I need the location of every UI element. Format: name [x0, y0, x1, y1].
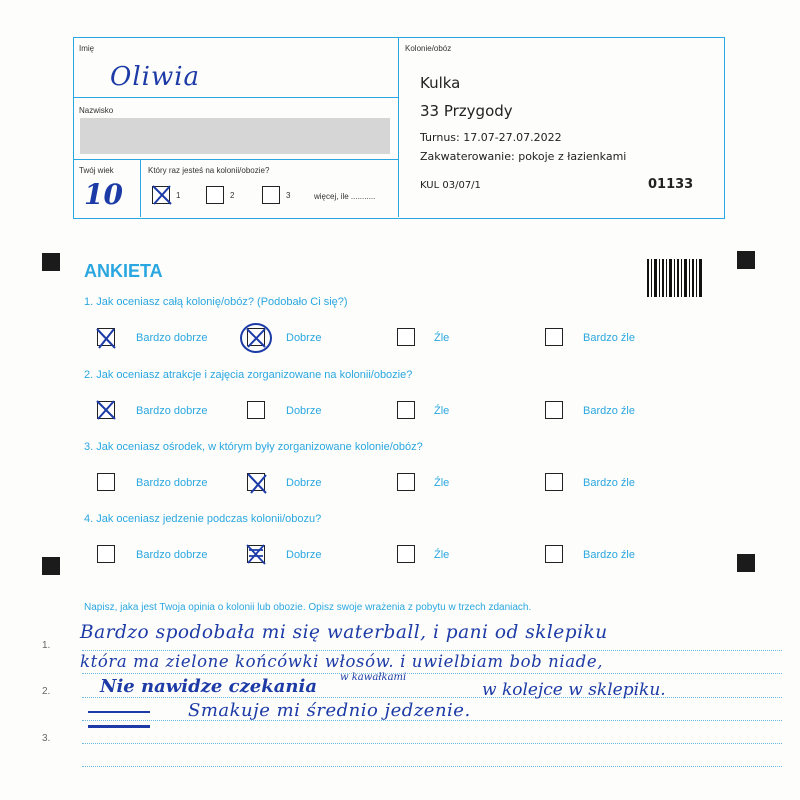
q1-option-3-checkbox[interactable] — [397, 328, 415, 346]
question-4: 4. Jak oceniasz jedzenie podczas kolonii/obozu? — [84, 513, 322, 525]
times-checkbox-2[interactable] — [206, 186, 224, 204]
q2-option-1-mark — [94, 398, 118, 422]
line-number-1: 1. — [42, 640, 51, 651]
name-value: Oliwia — [110, 62, 201, 92]
q4-option-2-label: Dobrze — [286, 549, 322, 561]
q4-option-1-checkbox[interactable] — [97, 545, 115, 563]
q4-option-3-checkbox[interactable] — [397, 545, 415, 563]
turnus: Turnus: 17.07-27.07.2022 — [420, 131, 562, 144]
registration-marker-bottom-right — [737, 554, 755, 572]
barcode-icon — [647, 259, 703, 297]
survey-title: ANKIETA — [84, 261, 163, 281]
handwriting-line-2b: w kolejce w sklepiku. — [482, 680, 666, 700]
q1-option-2-mark — [239, 321, 273, 355]
surname-label: Nazwisko — [79, 106, 114, 115]
line-number-2: 2. — [42, 686, 51, 697]
q1-option-1-mark — [93, 325, 119, 351]
q2-option-3-label: Źle — [434, 405, 450, 417]
question-2: 2. Jak oceniasz atrakcje i zajęcia zorganizowane na kolonii/obozie? — [84, 369, 413, 381]
camp-code: KUL 03/07/1 — [420, 180, 481, 191]
camp-name: Kulka — [420, 74, 461, 92]
q1-option-2-label: Dobrze — [286, 332, 322, 344]
q2-option-4-label: Bardzo źle — [583, 405, 635, 417]
times-option-1: 1 — [176, 191, 181, 200]
answer-line-1b — [82, 673, 782, 674]
header-divider-age — [140, 159, 141, 217]
camp-number: 01133 — [648, 177, 694, 192]
q3-option-3-label: Źle — [434, 477, 450, 489]
q3-option-2-label: Dobrze — [286, 477, 322, 489]
accommodation: Zakwaterowanie: pokoje z łazienkami — [420, 150, 627, 163]
answer-line-1 — [82, 650, 782, 651]
q1-option-4-checkbox[interactable] — [545, 328, 563, 346]
question-1: 1. Jak oceniasz całą kolonię/obóz? (Podobało Ci się?) — [84, 296, 348, 308]
line-number-3: 3. — [42, 733, 51, 744]
answer-line-3b — [82, 766, 782, 767]
answer-line-3 — [82, 743, 782, 744]
times-more-label: więcej, ile ........... — [314, 192, 376, 201]
q2-option-2-label: Dobrze — [286, 405, 322, 417]
handwriting-line-2: Nie nawidze czekania — [100, 676, 317, 697]
header-divider-name — [73, 97, 398, 98]
times-option-3: 3 — [286, 191, 291, 200]
q1-option-4-label: Bardzo źle — [583, 332, 635, 344]
times-option-2: 2 — [230, 191, 235, 200]
surname-redaction — [80, 118, 390, 154]
answer-line-2 — [82, 697, 782, 698]
name-label: Imię — [79, 44, 95, 53]
q1-option-3-label: Źle — [434, 332, 450, 344]
q2-option-3-checkbox[interactable] — [397, 401, 415, 419]
registration-marker-top-left — [42, 253, 60, 271]
header-divider-vertical — [398, 37, 399, 217]
camp-label: Kolonie/obóz — [405, 44, 452, 53]
q3-option-4-checkbox[interactable] — [545, 473, 563, 491]
q4-option-2-mark — [243, 541, 269, 567]
q2-option-2-checkbox[interactable] — [247, 401, 265, 419]
q4-option-3-label: Źle — [434, 549, 450, 561]
camp-program: 33 Przygody — [420, 102, 513, 120]
times-checkbox-3[interactable] — [262, 186, 280, 204]
handwriting-line-1: Bardzo spodobała mi się waterball, i pani od sklepiku — [80, 622, 608, 643]
handwriting-line-2-insert: w kawałkami — [340, 672, 407, 683]
age-label: Twój wiek — [79, 166, 114, 175]
q4-option-4-label: Bardzo źle — [583, 549, 635, 561]
registration-marker-top-right — [737, 251, 755, 269]
header-divider-surname — [73, 159, 398, 160]
q3-option-3-checkbox[interactable] — [397, 473, 415, 491]
handwriting-strikeout — [88, 711, 150, 728]
q3-option-1-label: Bardzo dobrze — [136, 477, 208, 489]
q1-option-1-label: Bardzo dobrze — [136, 332, 208, 344]
question-3: 3. Jak oceniasz ośrodek, w którym były zorganizowane kolonie/obóz? — [84, 441, 423, 453]
q3-option-4-label: Bardzo źle — [583, 477, 635, 489]
q3-option-1-checkbox[interactable] — [97, 473, 115, 491]
age-value: 10 — [84, 178, 123, 211]
q2-option-1-label: Bardzo dobrze — [136, 405, 208, 417]
handwriting-line-3: Smakuje mi średnio jedzenie. — [188, 700, 471, 721]
handwriting-line-1b: która ma zielone końcówki włosów. i uwielbiam bob niade, — [80, 652, 604, 671]
q4-option-1-label: Bardzo dobrze — [136, 549, 208, 561]
times-label: Który raz jesteś na kolonii/obozie? — [148, 166, 270, 175]
q3-option-2-mark — [244, 470, 270, 496]
q4-option-4-checkbox[interactable] — [545, 545, 563, 563]
times-checkbox-1-mark — [150, 183, 174, 207]
registration-marker-bottom-left — [42, 557, 60, 575]
opinion-prompt: Napisz, jaka jest Twoja opinia o kolonii lub obozie. Opisz swoje wrażenia z pobytu w trzech zdaniach. — [84, 602, 532, 613]
q2-option-4-checkbox[interactable] — [545, 401, 563, 419]
